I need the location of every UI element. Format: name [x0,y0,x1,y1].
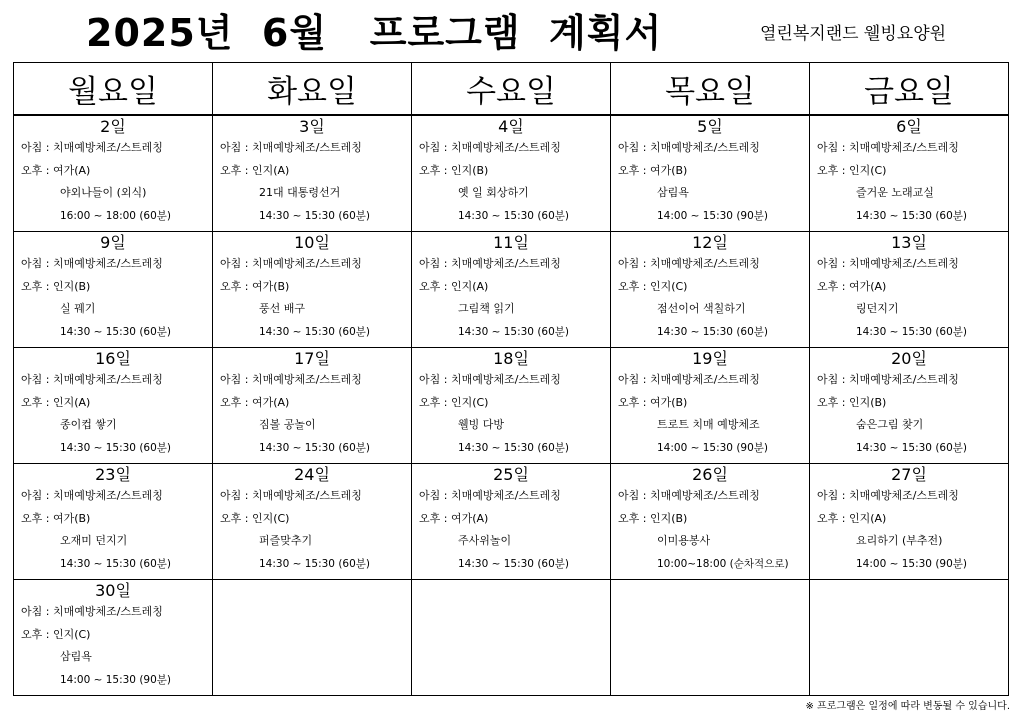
activity-time: 14:00 ~ 15:30 (90분) [657,441,769,454]
morning-program: 아침 : 치매예방체조/스트레칭 [220,141,362,154]
morning-program: 아침 : 치매예방체조/스트레칭 [618,373,760,386]
day-cell [810,348,1009,464]
afternoon-program: 오후 : 여가(A) [220,395,290,409]
activity-name: 트로트 치매 예방체조 [657,418,760,431]
activity-name: 점선이어 색칠하기 [657,302,746,315]
day-cell [810,232,1009,348]
day-cell [213,115,412,232]
morning-program: 아침 : 치매예방체조/스트레칭 [817,373,959,386]
day-date: 30일 [95,581,131,600]
morning-program: 아침 : 치매예방체조/스트레칭 [419,489,561,502]
morning-program: 아침 : 치매예방체조/스트레칭 [817,141,959,154]
afternoon-program: 오후 : 여가(A) [419,511,489,525]
afternoon-program: 오후 : 인지(B) [618,511,688,525]
day-cell [412,232,611,348]
weekday-header: 금요일 [810,63,1009,116]
morning-program: 아침 : 치매예방체조/스트레칭 [419,141,561,154]
activity-name: 숨은그림 찾기 [856,418,924,431]
day-cell [14,580,213,696]
afternoon-program: 오후 : 여가(B) [21,511,91,525]
activity-name: 야외나들이 (외식) [60,186,147,199]
activity-time: 16:00 ~ 18:00 (60분) [60,209,172,222]
activity-name: 이미용봉사 [657,534,711,547]
activity-name: 웰빙 다방 [458,418,505,431]
weekday-header: 월요일 [14,63,213,116]
morning-program: 아침 : 치매예방체조/스트레칭 [21,605,163,618]
activity-time: 14:30 ~ 15:30 (60분) [259,209,371,222]
day-date: 4일 [498,117,524,136]
morning-program: 아침 : 치매예방체조/스트레칭 [618,257,760,270]
activity-time: 14:30 ~ 15:30 (60분) [458,557,570,570]
day-date: 2일 [100,117,126,136]
morning-program: 아침 : 치매예방체조/스트레칭 [21,489,163,502]
morning-program: 아침 : 치매예방체조/스트레칭 [21,257,163,270]
activity-time: 14:00 ~ 15:30 (90분) [856,557,968,570]
day-date: 6일 [896,117,922,136]
morning-program: 아침 : 치매예방체조/스트레칭 [419,373,561,386]
day-cell [213,348,412,464]
activity-time: 14:00 ~ 15:30 (90분) [657,209,769,222]
morning-program: 아침 : 치매예방체조/스트레칭 [220,489,362,502]
weekday-header: 목요일 [611,63,810,116]
activity-name: 오재미 던지기 [60,534,128,547]
activity-name: 즐거운 노래교실 [856,186,934,199]
activity-name: 실 꿰기 [60,302,96,315]
activity-time: 10:00~18:00 (순차적으로) [657,557,789,570]
day-date: 9일 [100,233,126,252]
day-date: 20일 [891,349,927,368]
day-cell [412,464,611,580]
afternoon-program: 오후 : 인지(C) [419,395,489,409]
day-date: 3일 [299,117,325,136]
morning-program: 아침 : 치매예방체조/스트레칭 [419,257,561,270]
day-cell [810,115,1009,232]
weekday-header: 수요일 [412,63,611,116]
activity-time: 14:30 ~ 15:30 (60분) [60,441,172,454]
activity-name: 삼림욕 [657,186,689,199]
morning-program: 아침 : 치매예방체조/스트레칭 [220,257,362,270]
activity-time: 14:30 ~ 15:30 (60분) [259,557,371,570]
activity-time: 14:30 ~ 15:30 (60분) [657,325,769,338]
afternoon-program: 오후 : 인지(A) [817,511,887,525]
day-date: 12일 [692,233,728,252]
morning-program: 아침 : 치매예방체조/스트레칭 [817,489,959,502]
week-row [14,464,1009,580]
empty-day-cell [611,580,810,696]
footer-note: ※ 프로그램은 일정에 따라 변동될 수 있습니다. [805,701,1010,712]
day-date: 10일 [294,233,330,252]
activity-name: 삼림욕 [60,650,92,663]
morning-program: 아침 : 치매예방체조/스트레칭 [618,141,760,154]
week-row [14,580,1009,696]
day-date: 23일 [95,465,131,484]
afternoon-program: 오후 : 여가(B) [220,279,290,293]
activity-time: 14:30 ~ 15:30 (60분) [60,557,172,570]
day-cell [810,464,1009,580]
day-cell [611,232,810,348]
week-row [14,232,1009,348]
day-date: 19일 [692,349,728,368]
day-date: 24일 [294,465,330,484]
activity-name: 종이컵 쌓기 [60,418,117,431]
calendar-body [14,115,1009,696]
empty-day-cell [213,580,412,696]
activity-time: 14:30 ~ 15:30 (60분) [458,209,570,222]
day-cell [14,348,213,464]
afternoon-program: 오후 : 인지(C) [21,627,91,641]
afternoon-program: 오후 : 인지(C) [817,163,887,177]
day-date: 5일 [697,117,723,136]
afternoon-program: 오후 : 여가(B) [618,163,688,177]
empty-day-cell [810,580,1009,696]
day-date: 27일 [891,465,927,484]
day-cell [611,464,810,580]
day-cell [14,115,213,232]
afternoon-program: 오후 : 인지(C) [220,511,290,525]
activity-time: 14:30 ~ 15:30 (60분) [60,325,172,338]
day-cell [611,348,810,464]
activity-name: 요리하기 (부추전) [856,534,943,547]
activity-name: 풍선 배구 [259,302,306,315]
morning-program: 아침 : 치매예방체조/스트레칭 [220,373,362,386]
activity-time: 14:30 ~ 15:30 (60분) [259,441,371,454]
program-calendar [13,62,1009,696]
day-cell [412,115,611,232]
afternoon-program: 오후 : 여가(B) [618,395,688,409]
week-row [14,115,1009,232]
afternoon-program: 오후 : 인지(B) [419,163,489,177]
activity-time: 14:30 ~ 15:30 (60분) [856,209,968,222]
activity-name: 링던지기 [856,302,899,315]
activity-time: 14:30 ~ 15:30 (60분) [458,325,570,338]
afternoon-program: 오후 : 인지(A) [21,395,91,409]
activity-time: 14:30 ~ 15:30 (60분) [259,325,371,338]
afternoon-program: 오후 : 인지(C) [618,279,688,293]
weekday-header-row [14,63,1009,116]
day-date: 11일 [493,233,529,252]
day-date: 13일 [891,233,927,252]
activity-name: 옛 일 회상하기 [458,186,529,199]
page-title: 2025년 6월 프로그램 계획서 [86,11,663,55]
empty-day-cell [412,580,611,696]
day-cell [213,464,412,580]
day-cell [213,232,412,348]
activity-name: 짐볼 공놀이 [259,418,316,431]
afternoon-program: 오후 : 여가(A) [21,163,91,177]
activity-time: 14:30 ~ 15:30 (60분) [856,325,968,338]
afternoon-program: 오후 : 인지(B) [21,279,91,293]
day-cell [14,464,213,580]
morning-program: 아침 : 치매예방체조/스트레칭 [21,141,163,154]
morning-program: 아침 : 치매예방체조/스트레칭 [817,257,959,270]
day-cell [611,115,810,232]
activity-name: 21대 대통령선거 [259,186,341,199]
weekday-header: 화요일 [213,63,412,116]
organization-name: 열린복지랜드 웰빙요양원 [760,24,947,44]
afternoon-program: 오후 : 인지(A) [419,279,489,293]
day-cell [412,348,611,464]
morning-program: 아침 : 치매예방체조/스트레칭 [618,489,760,502]
afternoon-program: 오후 : 인지(A) [220,163,290,177]
afternoon-program: 오후 : 여가(A) [817,279,887,293]
week-row [14,348,1009,464]
day-date: 16일 [95,349,131,368]
activity-name: 그림책 읽기 [458,302,515,315]
activity-name: 퍼즐맞추기 [259,534,313,547]
activity-time: 14:30 ~ 15:30 (60분) [856,441,968,454]
afternoon-program: 오후 : 인지(B) [817,395,887,409]
activity-name: 주사위놀이 [458,534,512,547]
day-cell [14,232,213,348]
day-date: 26일 [692,465,728,484]
activity-time: 14:30 ~ 15:30 (60분) [458,441,570,454]
day-date: 17일 [294,349,330,368]
day-date: 25일 [493,465,529,484]
day-date: 18일 [493,349,529,368]
activity-time: 14:00 ~ 15:30 (90분) [60,673,172,686]
morning-program: 아침 : 치매예방체조/스트레칭 [21,373,163,386]
